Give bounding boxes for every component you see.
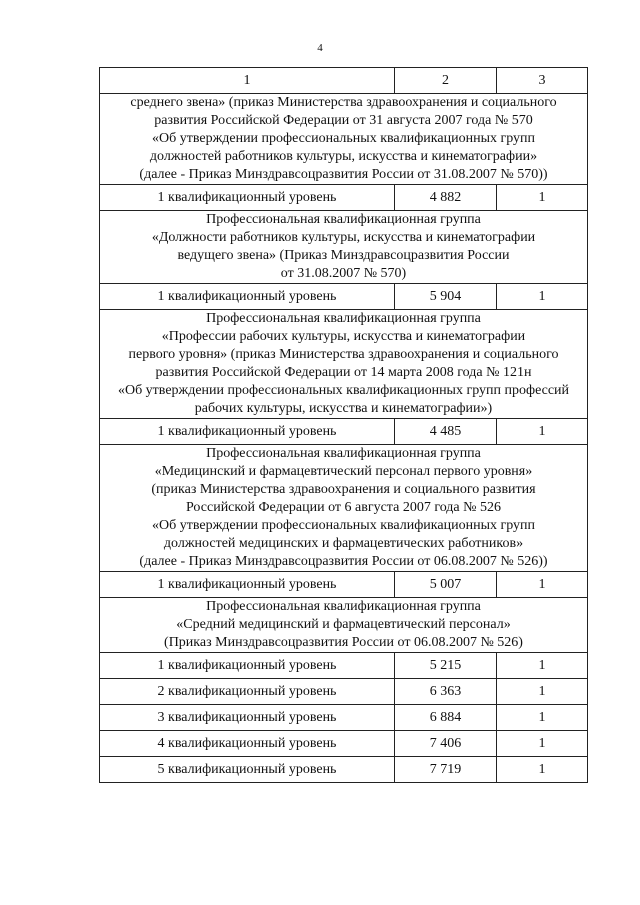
- qualification-level-cell: 1 квалификационный уровень: [100, 284, 395, 310]
- level-row: [100, 284, 588, 310]
- group-title-line: ведущего звена» (Приказ Минздравсоцразвития России: [177, 248, 510, 263]
- qualification-level-cell: 1 квалификационный уровень: [100, 185, 395, 211]
- group-title-line: рабочих культуры, искусства и кинематографии»): [194, 401, 493, 416]
- page-number: 4: [317, 42, 323, 54]
- group-title-row: [100, 94, 588, 185]
- level-row: [100, 419, 588, 445]
- group-title-line: Профессиональная квалификационная группа: [206, 212, 481, 227]
- salary-cell: 6 884: [395, 705, 497, 731]
- group-title-line: первого уровня» (приказ Министерства здравоохранения и социального: [128, 347, 559, 362]
- group-title-line: развития Российской Федерации от 14 марта 2008 года № 121н: [155, 365, 532, 380]
- group-title-line: «Должности работников культуры, искусства и кинематографии: [151, 230, 536, 245]
- level-row: [100, 653, 588, 679]
- salary-cell: 5 215: [395, 653, 497, 679]
- salary-cell: 7 719: [395, 757, 497, 783]
- group-title-line: «Медицинский и фармацевтический персонал первого уровня»: [154, 464, 533, 479]
- salary-cell: 5 904: [395, 284, 497, 310]
- group-title-row: [100, 445, 588, 572]
- group-title-line: Профессиональная квалификационная группа: [206, 446, 481, 461]
- group-title-line: должностей медицинских и фармацевтических работников»: [163, 536, 524, 551]
- qualification-level-cell: 3 квалификационный уровень: [100, 705, 395, 731]
- coefficient-cell: 1: [497, 731, 588, 757]
- group-title-line: Профессиональная квалификационная группа: [206, 311, 481, 326]
- coefficient-cell: 1: [497, 284, 588, 310]
- level-row: [100, 705, 588, 731]
- group-title-cell: [100, 211, 588, 284]
- group-title-line: (далее - Приказ Минздравсоцразвития России от 31.08.2007 № 570)): [139, 167, 548, 182]
- qualification-level-cell: 1 квалификационный уровень: [100, 572, 395, 598]
- group-title-row: [100, 211, 588, 284]
- group-title-cell: [100, 310, 588, 419]
- table-header-row: [100, 68, 588, 94]
- qualification-level-cell: 4 квалификационный уровень: [100, 731, 395, 757]
- coefficient-cell: 1: [497, 572, 588, 598]
- qualification-level-cell: 1 квалификационный уровень: [100, 419, 395, 445]
- level-row: [100, 679, 588, 705]
- salary-cell: 4 882: [395, 185, 497, 211]
- group-title-line: (приказ Министерства здравоохранения и социального развития: [151, 482, 536, 497]
- coefficient-cell: 1: [497, 679, 588, 705]
- group-title-line: среднего звена» (приказ Министерства здравоохранения и социального: [130, 95, 557, 110]
- group-title-line: Профессиональная квалификационная группа: [206, 599, 481, 614]
- salary-cell: 5 007: [395, 572, 497, 598]
- group-title-line: от 31.08.2007 № 570): [280, 266, 407, 281]
- group-title-line: «Об утверждении профессиональных квалификационных групп: [151, 131, 536, 146]
- group-title-line: развития Российской Федерации от 31 августа 2007 года № 570: [154, 113, 533, 128]
- group-title-line: (Приказ Минздравсоцразвития России от 06.08.2007 № 526): [164, 635, 523, 650]
- level-row: [100, 731, 588, 757]
- coefficient-cell: 1: [497, 185, 588, 211]
- coefficient-cell: 1: [497, 757, 588, 783]
- group-title-cell: [100, 445, 588, 572]
- group-title-row: [100, 310, 588, 419]
- salary-table: [99, 67, 588, 783]
- salary-cell: 4 485: [395, 419, 497, 445]
- group-title-cell: [100, 598, 588, 653]
- qualification-level-cell: 1 квалификационный уровень: [100, 653, 395, 679]
- table-body: [100, 68, 588, 783]
- salary-cell: 6 363: [395, 679, 497, 705]
- group-title-line: «Профессии рабочих культуры, искусства и кинематографии: [161, 329, 526, 344]
- coefficient-cell: 1: [497, 653, 588, 679]
- qualification-level-cell: 2 квалификационный уровень: [100, 679, 395, 705]
- level-row: [100, 185, 588, 211]
- group-title-line: (далее - Приказ Минздравсоцразвития России от 06.08.2007 № 526)): [139, 554, 548, 569]
- group-title-line: «Об утверждении профессиональных квалификационных групп: [151, 518, 536, 533]
- group-title-line: должностей работников культуры, искусства и кинематографии»: [149, 149, 538, 164]
- level-row: [100, 757, 588, 783]
- coefficient-cell: 1: [497, 419, 588, 445]
- group-title-line: «Об утверждении профессиональных квалификационных групп профессий: [117, 383, 570, 398]
- group-title-cell: [100, 94, 588, 185]
- header-cell-1: 1: [100, 68, 395, 94]
- header-cell-2: 2: [395, 68, 497, 94]
- group-title-row: [100, 598, 588, 653]
- level-row: [100, 572, 588, 598]
- qualification-level-cell: 5 квалификационный уровень: [100, 757, 395, 783]
- coefficient-cell: 1: [497, 705, 588, 731]
- group-title-line: «Средний медицинский и фармацевтический персонал»: [176, 617, 511, 632]
- header-cell-3: 3: [497, 68, 588, 94]
- salary-cell: 7 406: [395, 731, 497, 757]
- group-title-line: Российской Федерации от 6 августа 2007 года № 526: [185, 500, 501, 515]
